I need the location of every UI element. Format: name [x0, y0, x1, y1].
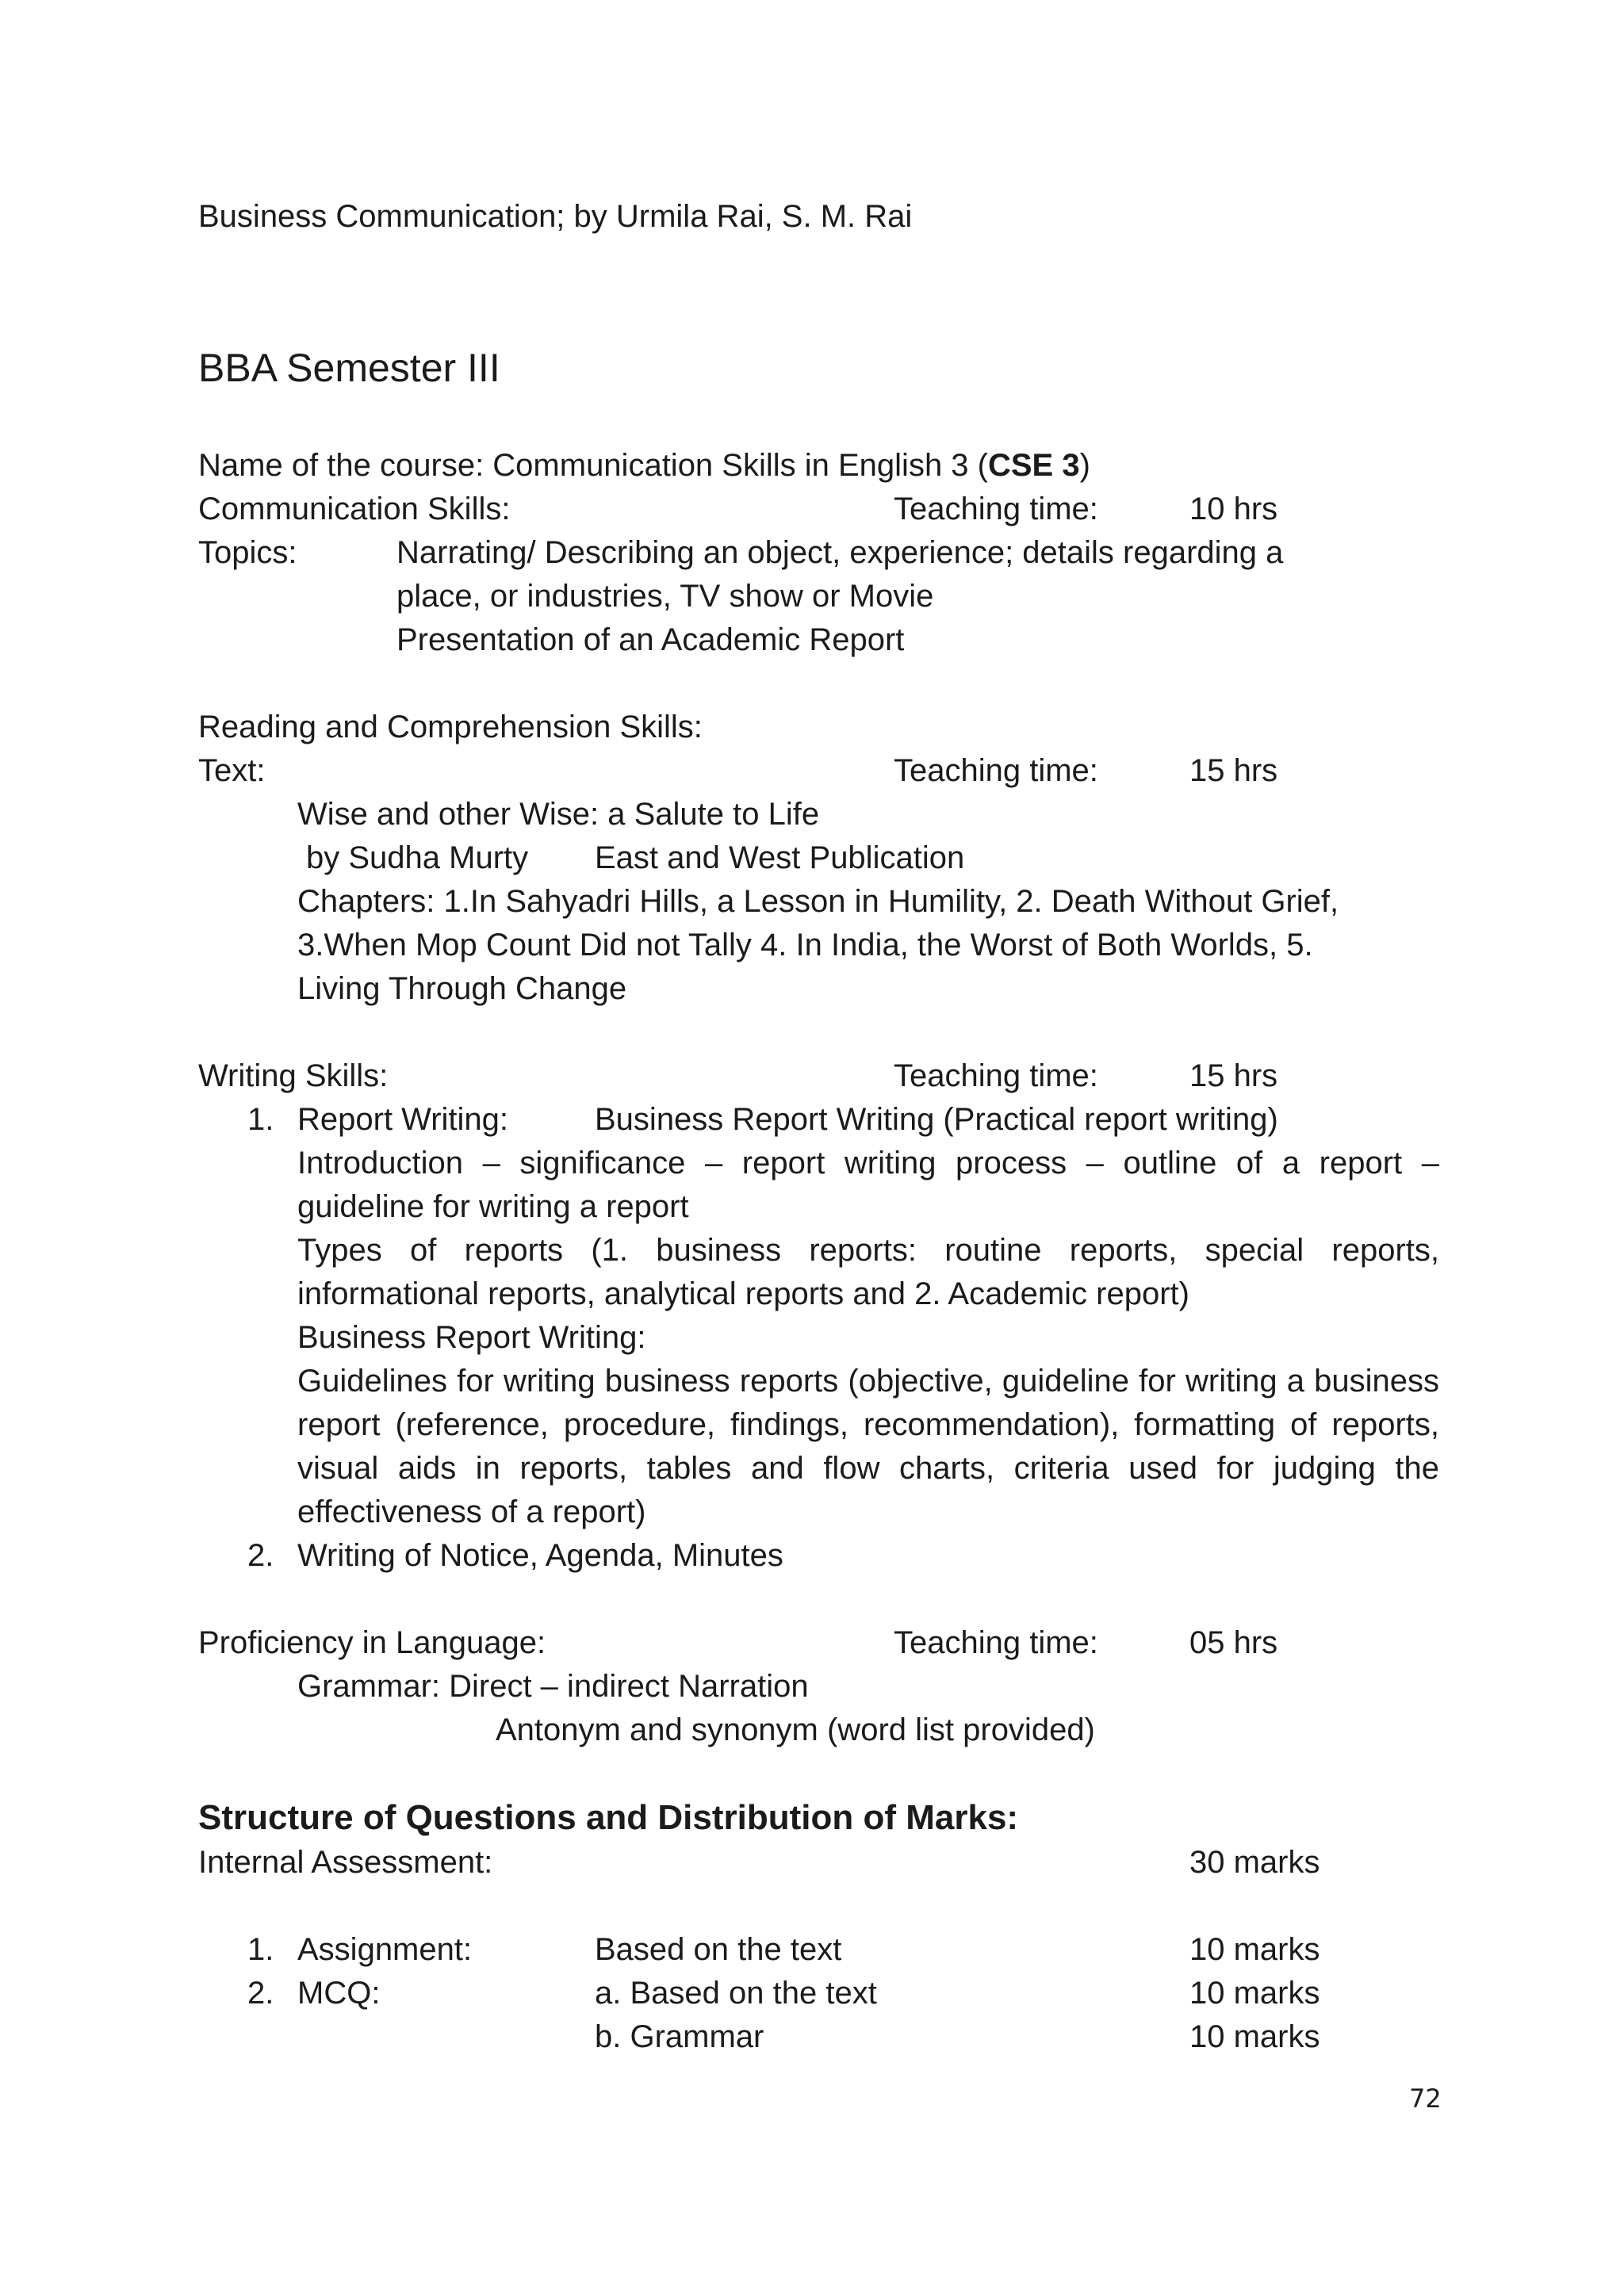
marks-row-1-label: Assignment: — [297, 1932, 473, 1967]
proficiency-time-value: 05 hrs — [1189, 1625, 1278, 1660]
writing-time-label: Teaching time: — [894, 1058, 1098, 1093]
grammar-line: Grammar: Direct – indirect Narration — [297, 1669, 809, 1704]
business-report-guidelines: Guidelines for writing business reports (objective, guideline for writing a business report (reference, procedure, findings, recommendation), formatting of reports, visual aids in reports, tables and flow charts, criteria used for judging the effectiveness of a report) — [297, 1364, 1439, 1529]
reference-line: Business Communication; by Urmila Rai, S. M. Rai — [198, 199, 913, 234]
reading-time-value: 15 hrs — [1189, 753, 1278, 788]
reading-skills-label: Reading and Comprehension Skills: — [198, 710, 703, 744]
course-code: CSE 3 — [987, 448, 1080, 483]
writing-item-1-label: Report Writing: — [297, 1102, 509, 1137]
writing-item-2-text: Writing of Notice, Agenda, Minutes — [297, 1538, 783, 1573]
communication-time-label: Teaching time: — [894, 492, 1098, 526]
writing-item-2-number: 2. — [247, 1538, 274, 1573]
marks-row-1-description: Based on the text — [595, 1932, 842, 1967]
reading-time-label: Teaching time: — [894, 753, 1098, 788]
proficiency-time-label: Teaching time: — [894, 1625, 1098, 1660]
communication-skills-label: Communication Skills: — [198, 492, 511, 526]
marks-row-3-marks: 10 marks — [1189, 2019, 1320, 2054]
writing-time-value: 15 hrs — [1189, 1058, 1278, 1093]
chapters-line-2: 3.When Mop Count Did not Tally 4. In India, the Worst of Both Worlds, 5. — [297, 928, 1313, 962]
proficiency-label: Proficiency in Language: — [198, 1625, 546, 1660]
book-author: by Sudha Murty — [306, 840, 529, 875]
semester-title: BBA Semester III — [198, 346, 500, 390]
antonym-line: Antonym and synonym (word list provided) — [496, 1712, 1095, 1747]
course-name — [198, 444, 1090, 488]
structure-heading: Structure of Questions and Distribution of Marks: — [198, 1798, 1019, 1837]
page-number: 72 — [1409, 2084, 1442, 2114]
internal-assessment-marks: 30 marks — [1189, 1845, 1320, 1880]
course-name-prefix: Name of the course: Communication Skills in English 3 ( — [198, 448, 988, 483]
book-title: Wise and other Wise: a Salute to Life — [297, 797, 820, 832]
topics-line-1: Narrating/ Describing an object, experience; details regarding a — [396, 535, 1284, 570]
topics-line-2: place, or industries, TV show or Movie — [396, 579, 934, 614]
marks-row-1-number: 1. — [247, 1932, 274, 1967]
course-name-suffix: ) — [1079, 448, 1090, 483]
marks-row-2-label: MCQ: — [297, 1976, 381, 2011]
topics-label: Topics: — [198, 535, 297, 570]
writing-item-1-description: Business Report Writing (Practical report writing) — [595, 1102, 1278, 1137]
book-publisher: East and West Publication — [595, 840, 965, 875]
marks-row-2-number: 2. — [247, 1976, 274, 2011]
marks-row-3-description: b. Grammar — [595, 2019, 764, 2054]
report-types: Types of reports (1. business reports: routine reports, special reports, informational reports, analytical reports and 2. Academic report) — [297, 1233, 1439, 1311]
chapters-line-1: Chapters: 1.In Sahyadri Hills, a Lesson in Humility, 2. Death Without Grief, — [297, 884, 1339, 919]
report-writing-intro: Introduction – significance – report writing process – outline of a report – guideline for writing a report — [297, 1146, 1439, 1224]
marks-row-2-marks: 10 marks — [1189, 1976, 1320, 2011]
business-report-writing-label: Business Report Writing: — [297, 1320, 646, 1355]
internal-assessment-label: Internal Assessment: — [198, 1845, 493, 1880]
chapters-line-3: Living Through Change — [297, 971, 627, 1006]
communication-time-value: 10 hrs — [1189, 492, 1278, 526]
writing-item-1-number: 1. — [247, 1102, 274, 1137]
topics-line-3: Presentation of an Academic Report — [396, 622, 905, 657]
marks-row-2-description: a. Based on the text — [595, 1976, 877, 2011]
text-label: Text: — [198, 753, 266, 788]
writing-skills-label: Writing Skills: — [198, 1058, 389, 1093]
marks-row-1-marks: 10 marks — [1189, 1932, 1320, 1967]
